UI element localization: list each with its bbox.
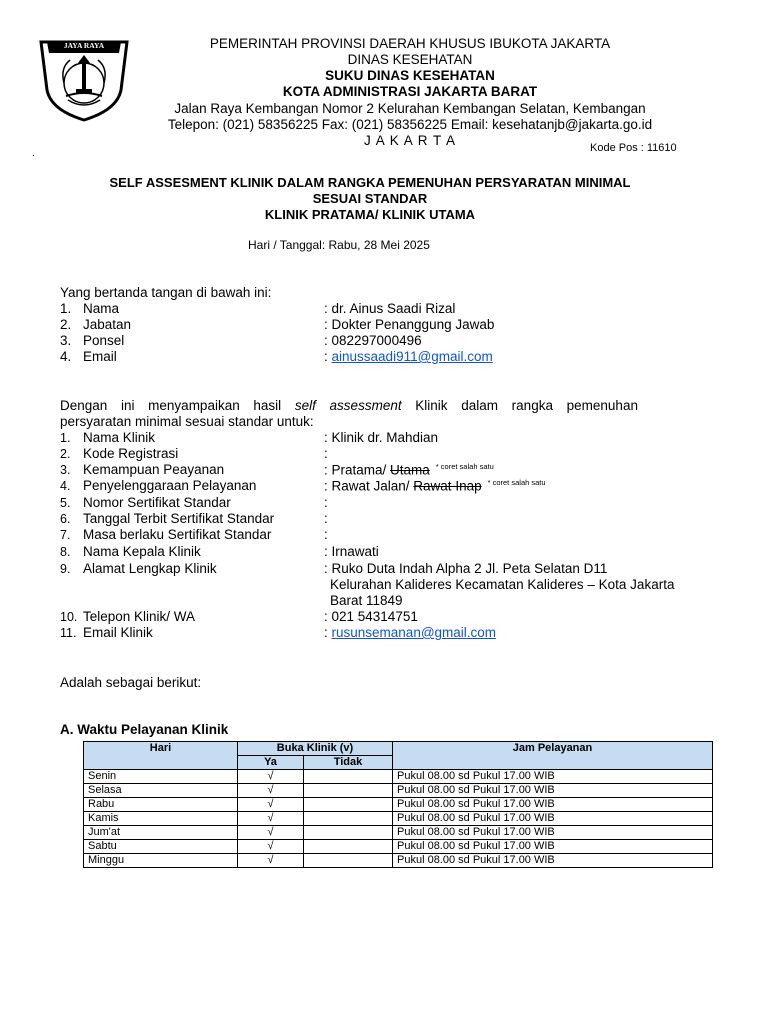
cell-hours: Pukul 08.00 sd Pukul 17.00 WIB (393, 826, 713, 840)
stray-dot: . (32, 148, 35, 159)
letterhead-city: J A K A R T A (363, 133, 457, 148)
date-line: Hari / Tanggal: Rabu, 28 Mei 2025 (248, 238, 430, 252)
field-label: Email Klinik (83, 625, 153, 640)
cell-no (304, 826, 393, 840)
struck-option: Utama (390, 462, 430, 478)
cell-yes: √ (238, 826, 304, 840)
statement-part2: Klinik dalam rangka pemenuhan (415, 398, 638, 413)
statement-part1: Dengan ini menyampaikan hasil (60, 398, 282, 413)
field-label: Tanggal Terbit Sertifikat Standar (83, 511, 275, 526)
cell-no (304, 784, 393, 798)
field-value (324, 625, 496, 640)
field-value (324, 462, 494, 478)
field-colon: : (324, 625, 332, 640)
cell-day: Rabu (84, 798, 238, 812)
table-row (84, 784, 713, 798)
field-number: 4. (60, 479, 71, 493)
field-number: 2. (60, 317, 72, 332)
cell-no (304, 812, 393, 826)
cell-day: Sabtu (84, 840, 238, 854)
value-text: : Pratama/ (324, 462, 391, 478)
document-title-line2: SESUAI STANDAR (312, 191, 428, 206)
field-value-line3: Barat 11849 (330, 593, 403, 608)
statement-line2: persyaratan minimal sesuai standar untuk: (60, 414, 314, 429)
service-hours-table (83, 741, 713, 868)
table-row (84, 770, 713, 784)
field-value: : (324, 511, 328, 526)
cell-hours: Pukul 08.00 sd Pukul 17.00 WIB (393, 854, 713, 868)
table-row (84, 826, 713, 840)
field-number: 9. (60, 562, 71, 576)
cell-hours: Pukul 08.00 sd Pukul 17.00 WIB (393, 798, 713, 812)
field-value: : 082297000496 (324, 333, 422, 348)
cell-yes: √ (238, 854, 304, 868)
cell-no (304, 854, 393, 868)
field-label: Ponsel (83, 333, 125, 348)
strike-note: * coret salah satu (435, 462, 494, 471)
table-row (84, 812, 713, 826)
field-value: : (324, 527, 328, 542)
cell-day: Selasa (84, 784, 238, 798)
table-row (84, 798, 713, 812)
cell-yes: √ (238, 812, 304, 826)
field-colon: : (324, 349, 332, 364)
letterhead-agency: DINAS KESEHATAN (347, 52, 473, 67)
cell-day: Kamis (84, 812, 238, 826)
table-row (84, 840, 713, 854)
field-number: 11. (60, 626, 77, 640)
field-number: 2. (60, 447, 71, 461)
field-label: Telepon Klinik/ WA (83, 609, 196, 624)
field-value: : Dokter Penanggung Jawab (324, 317, 495, 332)
field-label: Email (83, 349, 117, 364)
cell-day: Minggu (84, 854, 238, 868)
strike-note: * coret salah satu (487, 478, 546, 487)
field-value: : Irnawati (324, 544, 379, 559)
clinic-email-link[interactable]: rusunsemanan@gmail.com (331, 625, 497, 640)
section-a-heading: A. Waktu Pelayanan Klinik (60, 722, 229, 737)
letterhead-sub-agency: SUKU DINAS KESEHATAN (325, 68, 495, 83)
field-number: 10. (60, 610, 78, 624)
field-number: 3. (60, 333, 72, 348)
signer-intro: Yang bertanda tangan di bawah ini: (60, 285, 272, 300)
cell-hours: Pukul 08.00 sd Pukul 17.00 WIB (393, 784, 713, 798)
field-value: : (324, 446, 328, 461)
field-label: Alamat Lengkap Klinik (83, 561, 217, 576)
statement-line1 (60, 398, 638, 414)
cell-yes: √ (238, 770, 304, 784)
document-title-line3: KLINIK PRATAMA/ KLINIK UTAMA (264, 207, 476, 222)
closing-text: Adalah sebagai berikut: (60, 675, 202, 690)
field-value: : (324, 495, 328, 510)
table-row (84, 854, 713, 868)
field-number: 6. (60, 512, 71, 526)
cell-yes: √ (238, 784, 304, 798)
document-title-line1: SELF ASSESMENT KLINIK DALAM RANGKA PEMENUHAN PERSYARATAN MINIMAL (109, 175, 631, 190)
field-label: Jabatan (83, 317, 132, 332)
field-number: 4. (60, 349, 72, 364)
letterhead-city-admin: KOTA ADMINISTRASI JAKARTA BARAT (282, 84, 538, 99)
header-open: Buka Klinik (v) (238, 742, 393, 756)
cell-hours: Pukul 08.00 sd Pukul 17.00 WIB (393, 812, 713, 826)
letterhead-contact: Telepon: (021) 58356225 Fax: (021) 58356225 Email: kesehatanjb@jakarta.go.id (167, 117, 653, 132)
field-label: Nomor Sertifikat Standar (83, 495, 231, 510)
field-value-line2: Kelurahan Kalideres Kecamatan Kalideres – Kota Jakarta (330, 577, 675, 592)
postal-code: Kode Pos : 11610 (590, 142, 677, 154)
logo-text: JAYA RAYA (63, 41, 105, 50)
field-number: 7. (60, 528, 71, 542)
cell-day: Jum'at (84, 826, 238, 840)
field-value: : Klinik dr. Mahdian (324, 430, 439, 445)
cell-hours: Pukul 08.00 sd Pukul 17.00 WIB (393, 840, 713, 854)
field-label: Nama (83, 301, 120, 316)
cell-no (304, 798, 393, 812)
table-header-row (84, 742, 713, 756)
field-label: Kemampuan Peayanan (83, 462, 225, 477)
value-text: : Rawat Jalan/ (324, 478, 414, 494)
field-value: : dr. Ainus Saadi Rizal (324, 301, 456, 316)
statement-italic: self assessment (294, 398, 402, 413)
field-label: Kode Registrasi (83, 446, 179, 461)
letterhead-government: PEMERINTAH PROVINSI DAERAH KHUSUS IBUKOTA JAKARTA (209, 36, 611, 51)
field-number: 3. (60, 463, 71, 477)
cell-yes: √ (238, 840, 304, 854)
letterhead-address: Jalan Raya Kembangan Nomor 2 Kelurahan Kembangan Selatan, Kembangan (174, 101, 646, 116)
header-hours: Jam Pelayanan (393, 742, 713, 770)
signer-email-link[interactable]: ainussaadi911@gmail.com (331, 349, 493, 364)
field-value (324, 349, 493, 364)
field-label: Nama Kepala Klinik (83, 544, 201, 559)
cell-day: Senin (84, 770, 238, 784)
field-number: 1. (60, 301, 72, 316)
header-no: Tidak (304, 756, 393, 770)
header-yes: Ya (238, 756, 304, 770)
field-label: Masa berlaku Sertifikat Standar (83, 527, 272, 542)
cell-hours: Pukul 08.00 sd Pukul 17.00 WIB (393, 770, 713, 784)
field-value: : 021 54314751 (324, 609, 418, 624)
field-number: 8. (60, 545, 71, 559)
header-day: Hari (84, 742, 238, 770)
struck-option: Rawat Inap (413, 478, 482, 494)
cell-yes: √ (238, 798, 304, 812)
cell-no (304, 770, 393, 784)
field-value (324, 478, 546, 494)
field-label: Nama Klinik (83, 430, 156, 445)
field-value: : Ruko Duta Indah Alpha 2 Jl. Peta Selatan D11 (324, 561, 608, 576)
cell-no (304, 840, 393, 854)
field-label: Penyelenggaraan Pelayanan (83, 478, 257, 493)
field-number: 1. (60, 431, 71, 445)
field-number: 5. (60, 496, 71, 510)
